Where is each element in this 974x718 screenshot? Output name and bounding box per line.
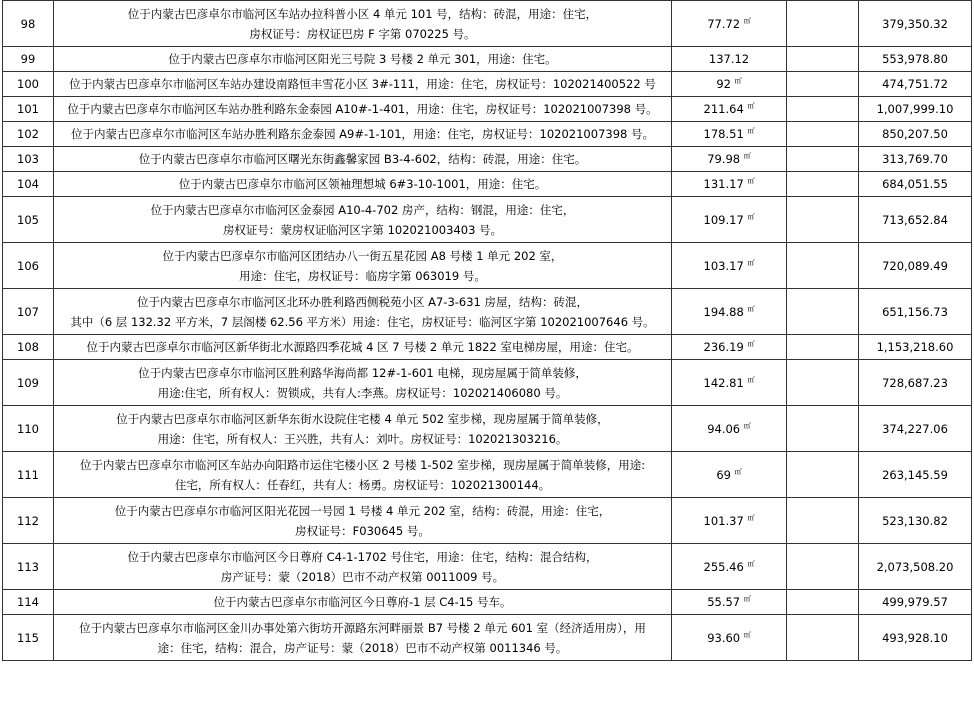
- property-description: [54, 590, 672, 615]
- property-description: [54, 47, 672, 72]
- table-row: [3, 197, 972, 243]
- row-number: 102: [3, 122, 54, 147]
- area-value: 137.12: [708, 52, 750, 66]
- row-number: 113: [3, 544, 54, 590]
- row-number: 99: [3, 47, 54, 72]
- area-cell: [672, 1, 787, 47]
- row-number: 106: [3, 243, 54, 289]
- table-row: [3, 544, 972, 590]
- area-unit: ㎡: [743, 16, 751, 25]
- price-value: 263,145.59: [859, 452, 972, 498]
- area-value: 194.88: [703, 304, 744, 319]
- price-value: 313,769.70: [859, 147, 972, 172]
- area-value: 211.64: [703, 102, 744, 116]
- description-line: 位于内蒙古巴彦卓尔市临河区北环办胜利路西侧税苑小区 A7-3-631 房屋，结构：砖混，: [136, 294, 589, 309]
- area-unit: ㎡: [747, 513, 755, 522]
- property-description: [54, 1, 672, 47]
- area-cell: [672, 47, 787, 72]
- table-row: [3, 360, 972, 406]
- price-value: 850,207.50: [859, 122, 972, 147]
- blank-cell: [787, 615, 859, 661]
- description-line: 房权证号：蒙房权证临河区字第 102021003403 号。: [222, 222, 503, 237]
- blank-cell: [787, 289, 859, 335]
- property-description: [54, 335, 672, 360]
- description-line: 位于内蒙古巴彦卓尔市临河区车站办胜利路东金泰园 A9#-1-101，用途：住宅，房权证号：102021007398 号。: [71, 127, 654, 141]
- row-number: 104: [3, 172, 54, 197]
- row-number: 107: [3, 289, 54, 335]
- table-row: [3, 72, 972, 97]
- area-cell: [672, 243, 787, 289]
- area-unit: ㎡: [743, 421, 751, 430]
- property-description: [54, 97, 672, 122]
- price-value: 374,227.06: [859, 406, 972, 452]
- property-description: [54, 122, 672, 147]
- area-unit: ㎡: [743, 630, 751, 639]
- area-value: 131.17: [703, 177, 744, 191]
- area-value: 69: [716, 467, 731, 482]
- area-unit: ㎡: [747, 375, 755, 384]
- blank-cell: [787, 197, 859, 243]
- description-line: 位于内蒙古巴彦卓尔市临河区金川办事处第六街坊开源路东河畔丽景 B7 号楼 2 单元 601 室（经济适用房），用: [79, 620, 646, 635]
- area-cell: [672, 590, 787, 615]
- price-value: 720,089.49: [859, 243, 972, 289]
- property-description: [54, 243, 672, 289]
- row-number: 109: [3, 360, 54, 406]
- table-row: [3, 47, 972, 72]
- description-line: 位于内蒙古巴彦卓尔市临河区车站办拉科普小区 4 单元 101 号，结构：砖混，用途：住宅，: [127, 6, 598, 21]
- price-value: 713,652.84: [859, 197, 972, 243]
- area-unit: ㎡: [743, 152, 751, 161]
- price-value: 493,928.10: [859, 615, 972, 661]
- blank-cell: [787, 335, 859, 360]
- property-description: [54, 406, 672, 452]
- table-row: [3, 498, 972, 544]
- area-value: 255.46: [703, 559, 744, 574]
- area-unit: ㎡: [747, 102, 755, 111]
- description-line: 其中（6 层 132.32 平方米，7 层阁楼 62.56 平方米）用途：住宅，房权证号：临河区字第 102021007646 号。: [70, 314, 655, 329]
- row-number: 111: [3, 452, 54, 498]
- area-unit: ㎡: [747, 559, 755, 568]
- blank-cell: [787, 172, 859, 197]
- blank-cell: [787, 498, 859, 544]
- property-description: [54, 360, 672, 406]
- area-cell: [672, 197, 787, 243]
- row-number: 108: [3, 335, 54, 360]
- description-line: 房权证号：房权证巴房 F 字第 070225 号。: [249, 26, 476, 41]
- row-number: 112: [3, 498, 54, 544]
- area-unit: ㎡: [747, 340, 755, 349]
- description-line: 途：住宅，结构：混合，房产证号：蒙（2018）巴市不动产权第 0011346 号。: [157, 640, 568, 655]
- property-description: [54, 452, 672, 498]
- price-value: 728,687.23: [859, 360, 972, 406]
- property-description: [54, 615, 672, 661]
- price-value: 379,350.32: [859, 1, 972, 47]
- property-description: [54, 544, 672, 590]
- description-line: 用途：住宅，所有权人：王兴胜，共有人：刘叶。房权证号：102021303216。: [157, 431, 568, 446]
- blank-cell: [787, 47, 859, 72]
- row-number: 100: [3, 72, 54, 97]
- description-line: 位于内蒙古巴彦卓尔市临河区车站办胜利路东金泰园 A10#-1-401，用途：住宅，房权证号：102021007398 号。: [67, 102, 658, 116]
- description-line: 位于内蒙古巴彦卓尔市临河区今日尊府-1 层 C4-15 号车。: [213, 595, 512, 609]
- property-description: [54, 197, 672, 243]
- description-line: 房权证号：F030645 号。: [295, 523, 430, 538]
- description-line: 位于内蒙古巴彦卓尔市临河区团结办八一街五星花园 A8 号楼 1 单元 202 室，: [162, 248, 563, 263]
- table-row: [3, 452, 972, 498]
- description-line: 位于内蒙古巴彦卓尔市临河区胜利路华海尚都 12#-1-601 电梯，现房屋属于简单装修，: [138, 365, 587, 380]
- table-row: [3, 615, 972, 661]
- area-unit: ㎡: [747, 127, 755, 136]
- area-unit: ㎡: [747, 304, 755, 313]
- price-value: 2,073,508.20: [859, 544, 972, 590]
- description-line: 住宅，所有权人：任春红，共有人：杨勇。房权证号：102021300144。: [174, 477, 551, 492]
- description-line: 用途：住宅，房权证号：临房字第 063019 号。: [239, 268, 486, 283]
- table-row: [3, 172, 972, 197]
- area-unit: ㎡: [734, 467, 742, 476]
- property-description: [54, 72, 672, 97]
- blank-cell: [787, 452, 859, 498]
- area-value: 92: [716, 77, 731, 91]
- table-row: [3, 1, 972, 47]
- price-value: 1,007,999.10: [859, 97, 972, 122]
- table-row: [3, 243, 972, 289]
- table-row: [3, 122, 972, 147]
- table-row: [3, 335, 972, 360]
- description-line: 位于内蒙古巴彦卓尔市临河区新华东街水设院住宅楼 4 单元 502 室步梯，现房屋属于简单装修，: [116, 411, 609, 426]
- area-value: 109.17: [703, 212, 744, 227]
- area-unit: ㎡: [747, 258, 755, 267]
- blank-cell: [787, 97, 859, 122]
- price-value: 553,978.80: [859, 47, 972, 72]
- row-number: 101: [3, 97, 54, 122]
- area-value: 93.60: [707, 630, 741, 645]
- row-number: 98: [3, 1, 54, 47]
- area-value: 55.57: [707, 595, 741, 609]
- price-value: 1,153,218.60: [859, 335, 972, 360]
- area-value: 142.81: [703, 375, 744, 390]
- table-row: [3, 147, 972, 172]
- blank-cell: [787, 360, 859, 406]
- area-unit: ㎡: [734, 77, 742, 86]
- area-unit: ㎡: [747, 177, 755, 186]
- area-cell: [672, 97, 787, 122]
- area-value: 79.98: [707, 152, 741, 166]
- blank-cell: [787, 243, 859, 289]
- area-cell: [672, 122, 787, 147]
- asset-table: [2, 0, 972, 661]
- property-description: [54, 172, 672, 197]
- blank-cell: [787, 72, 859, 97]
- table-row: [3, 97, 972, 122]
- description-line: 位于内蒙古巴彦卓尔市临河区领袖理想城 6#3-10-1001，用途：住宅。: [178, 177, 547, 191]
- area-cell: [672, 452, 787, 498]
- area-cell: [672, 406, 787, 452]
- blank-cell: [787, 147, 859, 172]
- area-unit: ㎡: [743, 595, 751, 604]
- description-line: 位于内蒙古巴彦卓尔市临河区车站办向阳路市运住宅楼小区 2 号楼 1-502 室步梯，现房屋属于简单装修，用途:: [79, 457, 646, 472]
- area-cell: [672, 498, 787, 544]
- area-cell: [672, 544, 787, 590]
- area-value: 178.51: [703, 127, 744, 141]
- description-line: 位于内蒙古巴彦卓尔市临河区今日尊府 C4-1-1702 号住宅，用途：住宅，结构：混合结构，: [127, 549, 598, 564]
- description-line: 位于内蒙古巴彦卓尔市临河区阳光三号院 3 号楼 2 单元 301，用途：住宅。: [168, 52, 557, 66]
- price-value: 499,979.57: [859, 590, 972, 615]
- table-row: [3, 289, 972, 335]
- row-number: 110: [3, 406, 54, 452]
- table-row: [3, 590, 972, 615]
- row-number: 114: [3, 590, 54, 615]
- blank-cell: [787, 122, 859, 147]
- price-value: 684,051.55: [859, 172, 972, 197]
- row-number: 103: [3, 147, 54, 172]
- property-description: [54, 147, 672, 172]
- table-row: [3, 406, 972, 452]
- area-cell: [672, 289, 787, 335]
- description-line: 位于内蒙古巴彦卓尔市临河区阳光花园一号园 1 号楼 4 单元 202 室，结构：砖混，用途：住宅，: [114, 503, 611, 518]
- area-unit: ㎡: [747, 212, 755, 221]
- description-line: 位于内蒙古巴彦卓尔市临河区新华街北水源路四季花城 4 区 7 号楼 2 单元 1822 室电梯房屋，用途：住宅。: [86, 340, 639, 354]
- area-cell: [672, 147, 787, 172]
- area-cell: [672, 335, 787, 360]
- area-cell: [672, 72, 787, 97]
- area-cell: [672, 615, 787, 661]
- row-number: 115: [3, 615, 54, 661]
- description-line: 用途:住宅，所有权人：贺锁成，共有人:李燕。房权证号：102021406080 号。: [157, 385, 568, 400]
- area-value: 77.72: [707, 16, 741, 31]
- blank-cell: [787, 1, 859, 47]
- area-value: 94.06: [707, 421, 741, 436]
- price-value: 523,130.82: [859, 498, 972, 544]
- price-value: 474,751.72: [859, 72, 972, 97]
- property-description: [54, 498, 672, 544]
- area-value: 103.17: [703, 258, 744, 273]
- description-line: 房产证号：蒙（2018）巴市不动产权第 0011009 号。: [220, 569, 505, 584]
- area-cell: [672, 360, 787, 406]
- row-number: 105: [3, 197, 54, 243]
- area-cell: [672, 172, 787, 197]
- blank-cell: [787, 406, 859, 452]
- description-line: 位于内蒙古巴彦卓尔市临河区车站办建设南路恒丰雪花小区 3#-111，用途：住宅，房权证号：102021400522 号: [69, 77, 656, 91]
- area-value: 101.37: [703, 513, 744, 528]
- price-value: 651,156.73: [859, 289, 972, 335]
- blank-cell: [787, 544, 859, 590]
- property-description: [54, 289, 672, 335]
- description-line: 位于内蒙古巴彦卓尔市临河区曙光东街鑫馨家园 B3-4-602，结构：砖混，用途：住宅。: [138, 152, 587, 166]
- description-line: 位于内蒙古巴彦卓尔市临河区金泰园 A10-4-702 房产，结构：钢混，用途：住宅，: [150, 202, 575, 217]
- area-value: 236.19: [703, 340, 744, 354]
- blank-cell: [787, 590, 859, 615]
- asset-table-body: [3, 1, 972, 661]
